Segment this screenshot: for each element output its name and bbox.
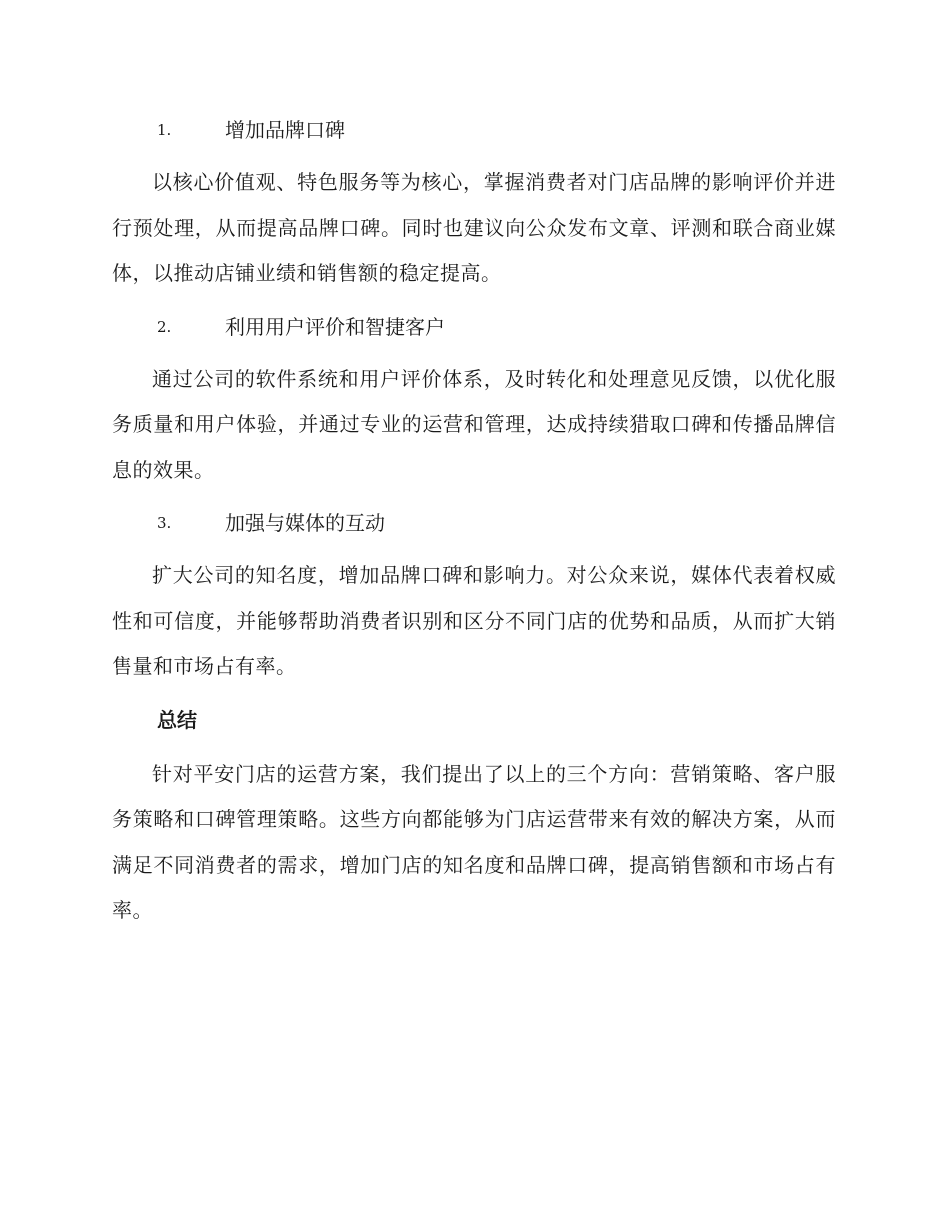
paragraph-media-interaction: 扩大公司的知名度，增加品牌口碑和影响力。对公众来说，媒体代表着权威性和可信度，并能够帮助消费者识别和区分不同门店的优势和品质，从而扩大销售量和市场占有率。 <box>112 563 836 678</box>
list-heading-3 <box>112 505 836 541</box>
list-heading-text: 加强与媒体的互动 <box>225 511 385 535</box>
paragraph-user-reviews: 通过公司的软件系统和用户评价体系，及时转化和处理意见反馈，以优化服务质量和用户体验，并通过专业的运营和管理，达成持续猎取口碑和传播品牌信息的效果。 <box>112 366 836 482</box>
list-heading-1 <box>112 112 836 148</box>
list-number: 3. <box>157 514 172 532</box>
list-number: 1. <box>157 121 172 139</box>
document-body <box>112 112 836 946</box>
list-heading-text: 利用用户评价和智捷客户 <box>225 314 445 339</box>
summary-heading: 总结 <box>157 707 197 732</box>
paragraph-brand-reputation: 以核心价值观、特色服务等为核心，掌握消费者对门店品牌的影响评价并进行预处理，从而提高品牌口碑。同时也建议向公众发布文章、评测和联合商业媒体，以推动店铺业绩和销售额的稳定提高。 <box>112 170 836 285</box>
list-number: 2. <box>157 317 172 336</box>
summary-paragraph: 针对平安门店的运营方案，我们提出了以上的三个方向：营销策略、客户服务策略和口碑管理策略。这些方向都能够为门店运营带来有效的解决方案，从而满足不同消费者的需求，增加门店的知名度和品牌口碑，提高销售额和市场占有率。 <box>112 761 836 922</box>
list-heading-text: 增加品牌口碑 <box>225 118 345 142</box>
list-heading-2 <box>112 309 836 345</box>
